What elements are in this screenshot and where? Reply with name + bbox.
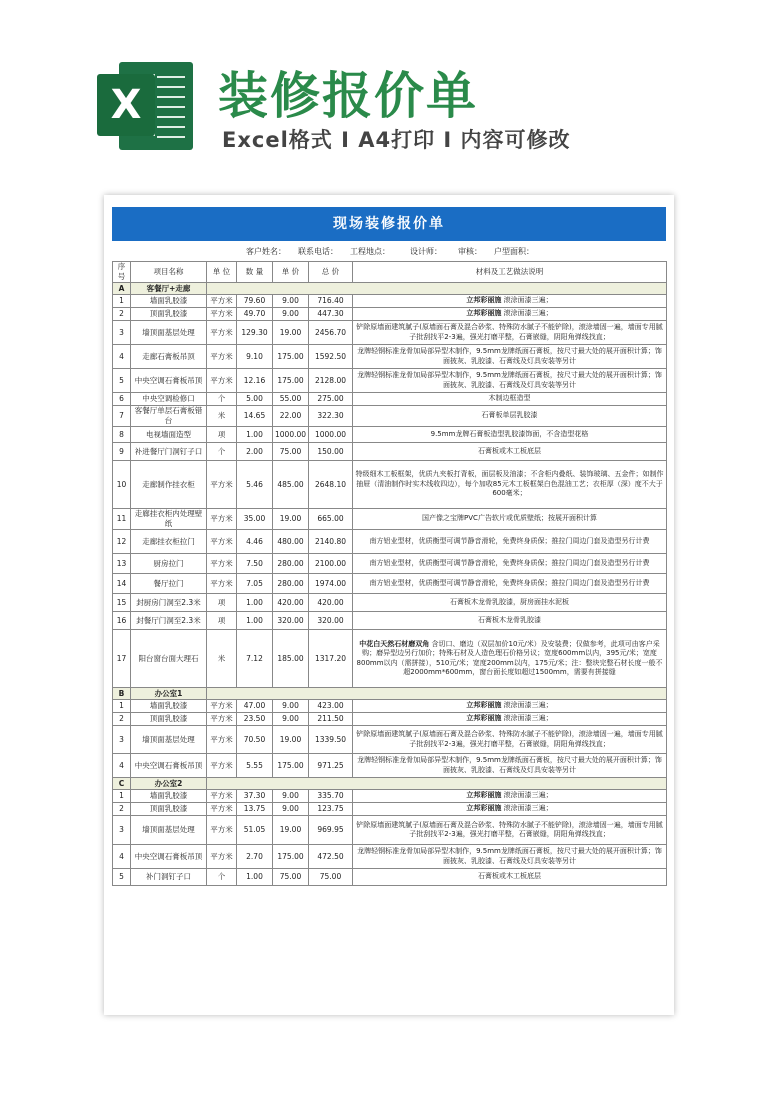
- item-quantity: 49.70: [237, 308, 273, 321]
- item-number: 2: [113, 713, 131, 726]
- phone-label: 联系电话：: [298, 247, 338, 256]
- item-unit: 平方米: [207, 554, 237, 574]
- table-row: [113, 574, 667, 594]
- item-name: 走廊制作挂衣柜: [131, 461, 207, 509]
- item-description: [353, 295, 667, 308]
- item-description: [353, 509, 667, 530]
- brand-name: 立邦彩丽施: [466, 714, 502, 723]
- section-code: A: [113, 283, 131, 295]
- item-name: 封餐厅门洞至2.3米: [131, 612, 207, 630]
- description-text: 南方铝业型材，优质衡型可调节静音滑轮，免费终身质保；推拉门周边门套及造型另行计费: [369, 558, 650, 567]
- item-unit: 平方米: [207, 369, 237, 393]
- item-price: 55.00: [273, 393, 309, 406]
- description-text: 铲除原墙面建筑腻子(原墙面石膏及混合砂浆、特殊防水腻子不能铲除)，滚涂墙固一遍，墙面专用腻子批刮找平2-3遍，强光打磨平整，石膏嵌缝，阴阳角弹线找直；: [356, 323, 663, 341]
- item-unit: 项: [207, 427, 237, 443]
- brand-name: 立邦彩丽施: [466, 804, 502, 813]
- item-number: 7: [113, 406, 131, 427]
- item-price: 9.00: [273, 713, 309, 726]
- column-header: 序号: [113, 262, 131, 283]
- item-name: 顶面乳胶漆: [131, 803, 207, 816]
- description-text: 石膏板木龙骨乳胶漆，厨房面挂水泥板: [450, 597, 569, 606]
- item-unit: 平方米: [207, 816, 237, 845]
- table-row: [113, 713, 667, 726]
- item-unit: 米: [207, 406, 237, 427]
- column-header: 单 位: [207, 262, 237, 283]
- item-number: 12: [113, 530, 131, 554]
- item-price: 480.00: [273, 530, 309, 554]
- item-unit: 平方米: [207, 461, 237, 509]
- item-price: 280.00: [273, 554, 309, 574]
- item-price: 320.00: [273, 612, 309, 630]
- table-row: [113, 612, 667, 630]
- item-number: 16: [113, 612, 131, 630]
- item-total: 320.00: [309, 612, 353, 630]
- item-description: [353, 393, 667, 406]
- table-row: [113, 509, 667, 530]
- item-price: 22.00: [273, 406, 309, 427]
- brand-name: 立邦彩丽施: [466, 701, 502, 710]
- section-filler: [207, 283, 667, 295]
- item-price: 9.00: [273, 803, 309, 816]
- item-price: 1000.00: [273, 427, 309, 443]
- item-number: 1: [113, 700, 131, 713]
- item-number: 3: [113, 726, 131, 754]
- item-number: 14: [113, 574, 131, 594]
- description-text: 9.5mm龙牌石膏板造型乳胶漆饰面，不含造型花格: [430, 429, 589, 438]
- item-quantity: 51.05: [237, 816, 273, 845]
- item-name: 墙面乳胶漆: [131, 700, 207, 713]
- description-text: 特级细木工板框架，优质九夹板打背板，面层板及油漆；不含柜内叠纸、装饰玻璃、五金件；如制作抽屉（清油制作时实木线收四边），每个加收85元木工板框架白色混油工艺；衣柜厚（深）度不大于600毫米；: [355, 470, 664, 498]
- quote-table: [112, 261, 667, 886]
- table-row: [113, 630, 667, 688]
- item-name: 中央空调检修口: [131, 393, 207, 406]
- description-text: 铲除原墙面建筑腻子(原墙面石膏及混合砂浆、特殊防水腻子不能铲除)，滚涂墙固一遍，墙面专用腻子批刮找平2-3遍，强光打磨平整，石膏嵌缝，阴阳角弹线找直；: [356, 820, 663, 838]
- table-row: [113, 295, 667, 308]
- column-header: 项目名称: [131, 262, 207, 283]
- item-price: 19.00: [273, 816, 309, 845]
- item-description: [353, 713, 667, 726]
- item-total: 1592.50: [309, 345, 353, 369]
- item-quantity: 9.10: [237, 345, 273, 369]
- item-description: [353, 321, 667, 345]
- item-price: 9.00: [273, 295, 309, 308]
- item-description: [353, 726, 667, 754]
- item-unit: 平方米: [207, 713, 237, 726]
- item-price: 19.00: [273, 726, 309, 754]
- item-name: 补门洞钉子口: [131, 869, 207, 886]
- section-row: [113, 283, 667, 295]
- item-quantity: 47.00: [237, 700, 273, 713]
- item-quantity: 13.75: [237, 803, 273, 816]
- table-row: [113, 427, 667, 443]
- description-text: 龙牌轻钢标准龙骨加局部异型木制作，9.5mm龙牌纸面石膏板，按尺寸最大处的展开面积计算；饰面披灰、乳胶漆、石膏线及灯具安装等另计: [357, 756, 662, 774]
- item-total: 211.50: [309, 713, 353, 726]
- item-unit: 平方米: [207, 574, 237, 594]
- item-total: 150.00: [309, 443, 353, 461]
- quote-sheet: [104, 195, 674, 1015]
- item-number: 3: [113, 816, 131, 845]
- brand-name: 中花白天然石材磨双角: [359, 639, 430, 648]
- section-code: C: [113, 778, 131, 790]
- column-header: 材料及工艺做法说明: [353, 262, 667, 283]
- item-price: 420.00: [273, 594, 309, 612]
- item-name: 走廊挂衣柜拉门: [131, 530, 207, 554]
- section-code: B: [113, 688, 131, 700]
- item-total: 971.25: [309, 754, 353, 778]
- item-quantity: 7.50: [237, 554, 273, 574]
- item-total: 335.70: [309, 790, 353, 803]
- item-price: 175.00: [273, 754, 309, 778]
- sheet-title: 现场装修报价单: [112, 207, 666, 241]
- item-description: [353, 754, 667, 778]
- description-text: 滚涂面漆三遍；: [503, 309, 553, 318]
- item-number: 2: [113, 803, 131, 816]
- item-name: 中央空调石膏板吊顶: [131, 845, 207, 869]
- item-description: [353, 816, 667, 845]
- page-title: 装修报价单: [218, 67, 478, 125]
- section-name: 客餐厅+走廊: [131, 283, 207, 295]
- item-name: 墙面乳胶漆: [131, 790, 207, 803]
- item-description: [353, 790, 667, 803]
- item-name: 厨房拉门: [131, 554, 207, 574]
- table-row: [113, 754, 667, 778]
- item-unit: 平方米: [207, 509, 237, 530]
- item-unit: 平方米: [207, 530, 237, 554]
- item-description: [353, 308, 667, 321]
- item-unit: 平方米: [207, 295, 237, 308]
- item-number: 2: [113, 308, 131, 321]
- description-text: 龙牌轻钢标准龙骨加局部异型木制作，9.5mm龙牌纸面石膏板，按尺寸最大处的展开面积计算；饰面披灰、乳胶漆、石膏线及灯具安装等另计: [357, 347, 662, 365]
- item-total: 472.50: [309, 845, 353, 869]
- item-total: 2128.00: [309, 369, 353, 393]
- item-name: 客餐厅单层石膏板错台: [131, 406, 207, 427]
- item-description: [353, 845, 667, 869]
- description-text: 含切口、磨边（双层加价10元/米）及安装费；仅做参考，此项可由客户采购；磨异型边另行加价；特殊石材及人造色理石价格另议；宽度600mm以内，395元/米；宽度800mm以内（需拼接），510元/米；宽度200mm以内，175元/米；注：整块完整石材长度一般不超2000mm*600mm，窗台面长度如超过1500mm，需要有拼接缝: [356, 639, 663, 676]
- item-price: 75.00: [273, 443, 309, 461]
- item-name: 墙面乳胶漆: [131, 295, 207, 308]
- item-description: [353, 700, 667, 713]
- item-quantity: 14.65: [237, 406, 273, 427]
- item-description: [353, 594, 667, 612]
- item-quantity: 2.70: [237, 845, 273, 869]
- item-price: 19.00: [273, 321, 309, 345]
- item-total: 969.95: [309, 816, 353, 845]
- item-name: 墙顶面基层处理: [131, 321, 207, 345]
- description-text: 南方铝业型材，优质衡型可调节静音滑轮，免费终身质保；推拉门周边门套及造型另行计费: [369, 578, 650, 587]
- table-row: [113, 443, 667, 461]
- table-row: [113, 554, 667, 574]
- item-number: 15: [113, 594, 131, 612]
- item-name: 中央空调石膏板吊顶: [131, 369, 207, 393]
- item-quantity: 7.05: [237, 574, 273, 594]
- description-text: 龙牌轻钢标准龙骨加局部异型木制作，9.5mm龙牌纸面石膏板，按尺寸最大处的展开面积计算；饰面披灰、乳胶漆、石膏线及灯具安装等另计: [357, 847, 662, 865]
- item-unit: 个: [207, 393, 237, 406]
- item-description: [353, 803, 667, 816]
- item-description: [353, 443, 667, 461]
- brand-name: 立邦彩丽施: [466, 296, 502, 305]
- item-unit: 平方米: [207, 321, 237, 345]
- item-name: 电视墙面造型: [131, 427, 207, 443]
- item-total: 2140.80: [309, 530, 353, 554]
- table-row: [113, 345, 667, 369]
- item-quantity: 79.60: [237, 295, 273, 308]
- info-row: [112, 243, 666, 261]
- column-header: 总 价: [309, 262, 353, 283]
- item-unit: 平方米: [207, 790, 237, 803]
- description-text: 滚涂面漆三遍；: [503, 791, 553, 800]
- item-total: 275.00: [309, 393, 353, 406]
- table-row: [113, 790, 667, 803]
- item-description: [353, 612, 667, 630]
- item-quantity: 5.55: [237, 754, 273, 778]
- item-number: 9: [113, 443, 131, 461]
- item-number: 4: [113, 754, 131, 778]
- item-price: 9.00: [273, 790, 309, 803]
- item-quantity: 37.30: [237, 790, 273, 803]
- description-text: 龙牌轻钢标准龙骨加局部异型木制作，9.5mm龙牌纸面石膏板，按尺寸最大处的展开面积计算；饰面披灰、乳胶漆、石膏线及灯具安装等另计: [357, 371, 662, 389]
- table-row: [113, 530, 667, 554]
- item-name: 走廊挂衣柜内处理壁纸: [131, 509, 207, 530]
- item-unit: 项: [207, 594, 237, 612]
- item-name: 补进餐厅门洞钉子口: [131, 443, 207, 461]
- description-text: 滚涂面漆三遍；: [503, 714, 553, 723]
- table-row: [113, 308, 667, 321]
- item-price: 280.00: [273, 574, 309, 594]
- item-total: 447.30: [309, 308, 353, 321]
- item-total: 423.00: [309, 700, 353, 713]
- item-unit: 项: [207, 612, 237, 630]
- item-description: [353, 406, 667, 427]
- item-name: 阳台窗台面大理石: [131, 630, 207, 688]
- item-price: 19.00: [273, 509, 309, 530]
- customer-label: 客户姓名：: [246, 247, 286, 256]
- description-text: 石膏板或木工板底层: [478, 446, 541, 455]
- table-row: [113, 869, 667, 886]
- item-description: [353, 530, 667, 554]
- item-price: 175.00: [273, 845, 309, 869]
- brand-name: 立邦彩丽施: [466, 791, 502, 800]
- item-total: 1974.00: [309, 574, 353, 594]
- column-header: 单 价: [273, 262, 309, 283]
- item-total: 2456.70: [309, 321, 353, 345]
- table-row: [113, 726, 667, 754]
- item-price: 175.00: [273, 345, 309, 369]
- item-description: [353, 630, 667, 688]
- item-quantity: 1.00: [237, 427, 273, 443]
- table-row: [113, 393, 667, 406]
- item-name: 走廊石膏板吊顶: [131, 345, 207, 369]
- description-text: 滚涂面漆三遍；: [503, 804, 553, 813]
- item-number: 10: [113, 461, 131, 509]
- item-quantity: 1.00: [237, 594, 273, 612]
- item-total: 2100.00: [309, 554, 353, 574]
- item-number: 13: [113, 554, 131, 574]
- item-number: 4: [113, 345, 131, 369]
- table-row: [113, 594, 667, 612]
- item-total: 75.00: [309, 869, 353, 886]
- item-unit: 平方米: [207, 308, 237, 321]
- item-number: 11: [113, 509, 131, 530]
- item-total: 1000.00: [309, 427, 353, 443]
- item-total: 2648.10: [309, 461, 353, 509]
- item-price: 9.00: [273, 700, 309, 713]
- item-unit: 个: [207, 869, 237, 886]
- item-name: 顶面乳胶漆: [131, 713, 207, 726]
- item-number: 5: [113, 369, 131, 393]
- item-description: [353, 345, 667, 369]
- item-price: 175.00: [273, 369, 309, 393]
- item-quantity: 4.46: [237, 530, 273, 554]
- item-quantity: 5.46: [237, 461, 273, 509]
- item-total: 123.75: [309, 803, 353, 816]
- item-number: 8: [113, 427, 131, 443]
- column-header: 数 量: [237, 262, 273, 283]
- item-number: 5: [113, 869, 131, 886]
- section-name: 办公室2: [131, 778, 207, 790]
- description-text: 滚涂面漆三遍；: [503, 296, 553, 305]
- item-number: 4: [113, 845, 131, 869]
- description-text: 石膏板或木工板底层: [478, 872, 541, 881]
- item-name: 中央空调石膏板吊顶: [131, 754, 207, 778]
- item-total: 322.30: [309, 406, 353, 427]
- area-label: 户型面积：: [494, 247, 534, 256]
- item-name: 墙顶面基层处理: [131, 726, 207, 754]
- description-text: 滚涂面漆三遍；: [503, 701, 553, 710]
- item-total: 1317.20: [309, 630, 353, 688]
- item-quantity: 1.00: [237, 869, 273, 886]
- item-quantity: 2.00: [237, 443, 273, 461]
- table-row: [113, 369, 667, 393]
- item-unit: 平方米: [207, 726, 237, 754]
- item-price: 9.00: [273, 308, 309, 321]
- item-name: 餐厅拉门: [131, 574, 207, 594]
- table-row: [113, 816, 667, 845]
- item-price: 185.00: [273, 630, 309, 688]
- item-quantity: 7.12: [237, 630, 273, 688]
- item-unit: 平方米: [207, 345, 237, 369]
- logo-letter: X: [97, 74, 155, 136]
- item-total: 665.00: [309, 509, 353, 530]
- section-name: 办公室1: [131, 688, 207, 700]
- item-description: [353, 574, 667, 594]
- description-text: 铲除原墙面建筑腻子(原墙面石膏及混合砂浆、特殊防水腻子不能铲除)，滚涂墙固一遍，墙面专用腻子批刮找平2-3遍，强光打磨平整，石膏嵌缝，阴阳角弹线找直；: [356, 730, 663, 748]
- item-price: 485.00: [273, 461, 309, 509]
- section-filler: [207, 778, 667, 790]
- item-price: 75.00: [273, 869, 309, 886]
- page-subtitle: Excel格式 I A4打印 I 内容可修改: [222, 128, 571, 152]
- item-unit: 平方米: [207, 700, 237, 713]
- item-quantity: 70.50: [237, 726, 273, 754]
- item-number: 17: [113, 630, 131, 688]
- item-unit: 平方米: [207, 754, 237, 778]
- item-description: [353, 461, 667, 509]
- description-text: 石膏板木龙骨乳胶漆: [478, 615, 541, 624]
- item-description: [353, 869, 667, 886]
- item-total: 420.00: [309, 594, 353, 612]
- item-quantity: 1.00: [237, 612, 273, 630]
- table-row: [113, 700, 667, 713]
- item-description: [353, 554, 667, 574]
- designer-label: 设计师：: [410, 247, 442, 256]
- item-number: 1: [113, 295, 131, 308]
- description-text: 南方铝业型材，优质衡型可调节静音滑轮，免费终身质保；推拉门周边门套及造型另行计费: [369, 536, 650, 545]
- item-quantity: 35.00: [237, 509, 273, 530]
- reviewer-label: 审核：: [458, 247, 482, 256]
- section-row: [113, 688, 667, 700]
- item-name: 墙顶面基层处理: [131, 816, 207, 845]
- item-quantity: 12.16: [237, 369, 273, 393]
- item-unit: 米: [207, 630, 237, 688]
- item-unit: 个: [207, 443, 237, 461]
- item-quantity: 129.30: [237, 321, 273, 345]
- item-number: 3: [113, 321, 131, 345]
- excel-logo-icon: [97, 60, 193, 152]
- item-description: [353, 369, 667, 393]
- section-row: [113, 778, 667, 790]
- description-text: 国产像之宝牌PVC广告软片或优质壁纸；按展开面积计算: [422, 514, 597, 523]
- item-name: 封厨房门洞至2.3米: [131, 594, 207, 612]
- section-filler: [207, 688, 667, 700]
- site-label: 工程地点：: [350, 247, 390, 256]
- header-row: [113, 262, 667, 283]
- item-unit: 平方米: [207, 845, 237, 869]
- item-name: 顶面乳胶漆: [131, 308, 207, 321]
- description-text: 木制边框造型: [488, 394, 531, 403]
- item-total: 716.40: [309, 295, 353, 308]
- table-row: [113, 845, 667, 869]
- item-quantity: 23.50: [237, 713, 273, 726]
- item-unit: 平方米: [207, 803, 237, 816]
- item-quantity: 5.00: [237, 393, 273, 406]
- item-number: 1: [113, 790, 131, 803]
- item-number: 6: [113, 393, 131, 406]
- table-row: [113, 461, 667, 509]
- table-row: [113, 803, 667, 816]
- table-row: [113, 321, 667, 345]
- item-total: 1339.50: [309, 726, 353, 754]
- description-text: 石膏板单层乳胶漆: [481, 411, 538, 420]
- table-row: [113, 406, 667, 427]
- item-description: [353, 427, 667, 443]
- brand-name: 立邦彩丽施: [466, 309, 502, 318]
